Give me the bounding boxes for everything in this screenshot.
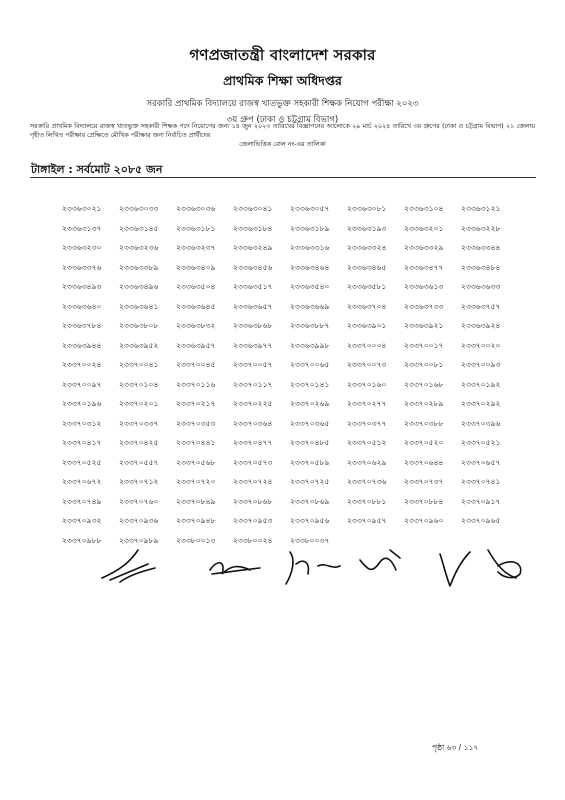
roll-number: ২৩৩৭০০৮১	[404, 360, 444, 369]
roll-number: ২৩৩৬৩৩৭৬	[62, 262, 102, 272]
roll-number: ২৩৩৬৩৪৬৪	[290, 262, 330, 272]
roll-number: ২৩৩৭০৫১২	[347, 438, 387, 447]
signature-4	[360, 550, 400, 570]
roll-number: ২৩৩৬৩০৩৩	[119, 204, 159, 213]
roll-number: ২৩৩৭০৮৮৪	[404, 496, 444, 506]
roll-number: ২৩৩৭০১৪১	[290, 379, 330, 389]
roll-number: ২৩৩৬৩৫০৪	[176, 282, 216, 291]
roll-number: ২৩৩৭০৩৮৮	[404, 418, 444, 428]
roll-number: ২৩৩৭০৬৭২	[62, 477, 102, 486]
roll-number: ২৩৩৭০৩৬৪	[233, 418, 273, 428]
roll-number: ২৩৩৭০৭১২	[119, 477, 159, 486]
roll-number: ২৩৩৭০৯৮৯	[119, 535, 159, 545]
roll-number: ২৩৩৬৩৪০৯	[176, 262, 216, 272]
document-header	[0, 44, 565, 127]
roll-number: ২৩৩৭০৩৩৭	[119, 418, 159, 428]
roll-number: ২৩৩৬৩২৩৭	[176, 243, 216, 252]
roll-number: ২৩৩৬৩৯২৪	[461, 321, 501, 330]
roll-number: ২৩৩৬৩৯০১	[347, 321, 387, 330]
roll-number: ২৩৩৭০০২৪	[62, 360, 102, 369]
signature-scribbles	[100, 540, 540, 595]
roll-number: ২৩৩৭০০৪৫	[176, 360, 216, 369]
roll-number: ২৩৩৬৩৭৩৩	[404, 301, 444, 311]
roll-number: ২৩৩৬৩০৫৭	[290, 204, 330, 213]
roll-number: ২৩৩৬৩৪৫৬	[233, 262, 273, 272]
roll-number: ২৩৩৬৩১৮৯	[290, 223, 330, 233]
roll-number: ২৩৩৭০৮৪৯	[176, 496, 216, 506]
signatures	[100, 540, 540, 595]
roll-number: ২৩৩৭০২২৫	[233, 399, 273, 408]
roll-number: ২৩৩৬৩৪৭৭	[404, 262, 444, 272]
roll-number: ২৩৩৭০৩৯৬	[461, 418, 501, 428]
roll-number: ২৩৩৭০৯৪৮	[176, 516, 216, 525]
signature-6	[488, 550, 521, 578]
roll-number: ২৩৩৬৩৭০৪	[347, 301, 387, 311]
roll-number: ২৩৩৬৩৬৩৩	[461, 282, 501, 291]
roll-number: ২৩৩৬৩০৪১	[233, 204, 273, 213]
roll-number: ২৩৩৭০০৬৫	[290, 360, 330, 369]
notice-paragraph	[30, 122, 535, 149]
roll-number: ২৩৩৬৩১০৪	[404, 204, 444, 213]
roll-number: ২৩৩৭০১০৪	[119, 379, 159, 389]
roll-number: ২৩৩৭০৫৫৭	[119, 457, 159, 467]
roll-number: ২৩৩৭০০৭৩	[347, 360, 387, 369]
roll-number: ২৩৩৭০০৫৭	[233, 360, 273, 369]
roll-number: ২৩৩৭০১৬৮	[404, 379, 444, 389]
roll-number: ২৩৩৭০৪৪১	[176, 438, 216, 447]
roll-number: ২৩৩৭০৬২৯	[347, 457, 387, 467]
roll-number: ২৩৩৬৩০৮১	[347, 204, 387, 213]
roll-number: ২৩৩৭০৭৩৭	[404, 477, 444, 486]
roll-number: ২৩৩৭০৫৮৯	[290, 457, 330, 467]
roll-number: ২৩৩৬৩৬১৩	[404, 282, 444, 291]
roll-number: ২৩৩৭০৫৭৩	[233, 457, 273, 467]
roll-number: ২৩৩৭০৬৫৭	[461, 457, 501, 467]
roll-number: ২৩৩৭০৭২৪	[233, 477, 273, 486]
roll-number: ২৩৩৭০৪১৭	[62, 438, 102, 447]
roll-number: ২৩৩৬৩২৩৬	[119, 243, 159, 252]
roll-number: ২৩৩৭০৯৮৮	[62, 535, 102, 545]
roll-number: ২৩৩৭০৯৫৩	[233, 516, 273, 525]
roll-number: ২৩৩৬৩৩৮৯	[119, 262, 159, 272]
roll-number: ২৩৩৭০১৯৬	[62, 399, 102, 408]
roll-number: ২৩৩৬৩০৩৬	[176, 204, 216, 213]
roll-number: ২৩৩৭০৪৮৫	[290, 438, 330, 447]
roll-number: ২৩৩৭০৮৬৯	[290, 496, 330, 506]
district-heading: টাঙ্গাইল : সর্বমোট ২০৮৫ জন	[31, 163, 163, 176]
roll-number: ২৩৩৬৩৬৪৫	[176, 301, 216, 311]
roll-number: ২৩৩৭০৯৬৫	[461, 516, 501, 525]
roll-number: ২৩৩৭০৯৩৬	[119, 516, 159, 525]
roll-number: ২৩৩৮০০৩৭	[290, 535, 330, 545]
roll-number: ২৩৩৭০২৮৯	[404, 399, 444, 408]
roll-number: ২৩৩৬৩৯৫২	[119, 340, 159, 350]
heading-divider	[30, 177, 536, 178]
signature-1	[102, 550, 155, 582]
roll-number: ২৩৩৭০৯৩২	[62, 516, 102, 525]
roll-number: ২৩৩৬৩৬৪০	[62, 301, 102, 311]
roll-number: ২৩৩৬৩৯৫৭	[176, 340, 216, 350]
roll-number: ২৩৩৬৩৯৯৮	[290, 340, 330, 350]
roll-number: ২৩৩৬৩২০১	[404, 223, 444, 233]
roll-number: ২৩৩৬৩৬৫৭	[233, 301, 273, 311]
roll-number: ২৩৩৭০৯৬০	[404, 516, 444, 525]
roll-number: ২৩৩৬৩৩২৪	[347, 243, 387, 252]
roll-number: ২৩৩৮০০২৪	[233, 535, 273, 545]
roll-number: ২৩৩৭০১৬০	[347, 379, 387, 389]
notice-subline: জেলাভিত্তিক রোল নং-এর তালিকা	[239, 141, 326, 148]
roll-number: ২৩৩৬৩৯৪৪	[62, 340, 102, 350]
roll-number: ২৩৩৭০১১৬	[176, 379, 216, 389]
roll-number: ২৩৩৭০০৯৩	[461, 360, 501, 369]
roll-number: ২৩৩৭০০৯৭	[62, 379, 102, 389]
roll-number: ২৩৩৭০০০৪	[347, 340, 387, 350]
exam-title: সরকারি প্রাথমিক বিদ্যালয়ে রাজস্ব খাতভুক্ত সহকারী শিক্ষক নিয়োগ পরীক্ষা ২০২৩	[146, 99, 419, 109]
roll-number: ২৩৩৬৩২৪৯	[233, 243, 273, 252]
roll-number: ২৩৩৭০২৬৯	[290, 399, 330, 408]
signature-2	[210, 563, 260, 574]
roll-number: ২৩৩৭০৬৪৪	[404, 457, 444, 467]
roll-number: ২৩৩৬৩১৮৪	[233, 223, 273, 233]
roll-number: ২৩৩৬৩১২১	[461, 204, 501, 213]
roll-number: ২৩৩৭০৭৩৬	[347, 477, 387, 486]
roll-number-grid	[62, 200, 542, 550]
roll-number: ২৩৩৭০৩১২	[62, 418, 102, 428]
roll-number: ২৩৩৬৩৪৮৪	[461, 262, 501, 272]
roll-number: ২৩৩৬৩৮০৮	[119, 321, 159, 330]
roll-number: ২৩৩৬৩৩১৬	[290, 243, 330, 252]
roll-number: ২৩৩৭০২৭৭	[347, 399, 387, 408]
roll-number: ২৩৩৬৩১৩৭	[62, 223, 102, 233]
roll-number: ২৩৩৭০৫২৫	[62, 457, 102, 467]
roll-number: ২৩৩৬৩২২৮	[461, 223, 501, 233]
roll-number: ২৩৩৬৩৬৪১	[119, 301, 159, 311]
roll-number: ২৩৩৬৩৭৮৪	[62, 321, 102, 330]
roll-number: ২৩৩৭০৯১৭	[461, 496, 501, 506]
roll-number: ২৩৩৭০৭৬০	[119, 496, 159, 506]
roll-number: ২৩৩৬৩৬৬৯	[290, 301, 330, 311]
roll-number: ২৩৩৭০৮৮১	[347, 496, 387, 506]
roll-number: ২৩৩৬৩১৮১	[176, 223, 216, 233]
roll-number: ২৩৩৭০৫৬৮	[176, 457, 216, 467]
signature-3	[286, 552, 340, 584]
roll-number: ২৩৩৭০০১৭	[404, 340, 444, 350]
roll-number: ২৩৩৮০০১৩	[176, 535, 216, 545]
roll-number: ২৩৩৭০৭২০	[176, 477, 216, 486]
roll-number: ২৩৩৭০০৪১	[119, 360, 159, 369]
government-title: গণপ্রজাতন্ত্রী বাংলাদেশ সরকার	[189, 46, 376, 64]
roll-number: ২৩৩৭০১১৭	[233, 379, 273, 389]
roll-number: ২৩৩৭০৫২০	[404, 438, 444, 447]
roll-number: ২৩৩৭০৯৫৭	[347, 516, 387, 525]
roll-number: ২৩৩৬৩৭৫৭	[461, 301, 501, 311]
exam-group: ৩য় গ্রুপ (ঢাকা ও চট্টগ্রাম বিভাগ)	[226, 115, 339, 125]
roll-number: ২৩৩৭০৩৭৭	[347, 418, 387, 428]
roll-number: ২৩৩৬৩১৪৫	[119, 223, 159, 233]
roll-number: ২৩৩৭০৯৫৬	[290, 516, 330, 525]
roll-number: ২৩৩৭০১৯২	[461, 379, 501, 389]
roll-number: ২৩৩৬৩৮৮৭	[290, 321, 330, 330]
page-number: পৃষ্ঠা ৬৩ / ১১৭	[432, 743, 479, 752]
roll-number: ২৩৩৭০৩৬৫	[290, 418, 330, 428]
roll-number: ২৩৩৭০৮৬৮	[233, 496, 273, 506]
roll-number: ২৩৩৭০২৯২	[461, 399, 501, 408]
roll-number: ২৩৩৭০২১৭	[176, 399, 216, 408]
roll-number: ২৩৩৬৩৪৯৬	[119, 282, 159, 291]
roll-number: ২৩৩৬৩০২১	[62, 204, 102, 213]
roll-number: ২৩৩৬৩৪৯৩	[62, 282, 102, 291]
roll-number: ২৩৩৭০২০১	[119, 399, 159, 408]
roll-number: ২৩৩৬৩৮৬৮	[233, 321, 273, 330]
department-name: প্রাথমিক শিক্ষা অধিদপ্তর	[223, 73, 342, 88]
roll-number: ২৩৩৭০৭৪১	[461, 477, 501, 486]
roll-number: ২৩৩৬৩৫৪০	[290, 282, 330, 291]
notice-text: সরকারি প্রাথমিক বিদ্যালয়ে রাজস্ব খাতভুক্ত সহকারী শিক্ষক পদে নিয়োগের জন্য ১৪ জুন ২০২৩ তারিখের বিজ্ঞাপনের আলোকে ২৯ মার্চ ২০২৪ তারিখে ৩য় গ্রুপের (ঢাকা ও চট্টগ্রাম বিভাগ) ২১ জেলায় গৃহীত লিখিত পরীক্ষার প্রেক্ষিতে মৌখিক পরীক্ষার জন্য নির্বাচিত প্রার্থীদের	[30, 123, 535, 139]
roll-number: ২৩৩৬৩১৯৩	[347, 223, 387, 233]
roll-number: ২৩৩৬৩৩৪৪	[461, 243, 501, 252]
roll-number: ২৩৩৬৩৮৩২	[176, 321, 216, 330]
roll-number: ২৩৩৭০৭২৫	[290, 477, 330, 486]
signature-5	[440, 552, 470, 586]
roll-number: ২৩৩৬৩৫৮১	[347, 282, 387, 291]
roll-number: ২৩৩৭০৪২৫	[119, 438, 159, 447]
roll-number: ২৩৩৬৩৫১৭	[233, 282, 273, 291]
roll-number: ২৩৩৬৩৩২৯	[404, 243, 444, 252]
roll-number: ২৩৩৭০৫২১	[461, 438, 501, 447]
roll-number: ২৩৩৬৩২৩০	[62, 243, 102, 252]
roll-number: ২৩৩৬৩৯৭৭	[233, 340, 273, 350]
roll-number: ২৩৩৬৩৪৬৫	[347, 262, 387, 272]
roll-number: ২৩৩৭০৩৫৩	[176, 418, 216, 428]
roll-number: ২৩৩৬৩৯২১	[404, 321, 444, 330]
roll-number: ২৩৩৭০৭৪৯	[62, 496, 102, 506]
roll-number: ২৩৩৭০০২০	[461, 340, 501, 350]
roll-number: ২৩৩৭০৪৭৭	[233, 438, 273, 447]
